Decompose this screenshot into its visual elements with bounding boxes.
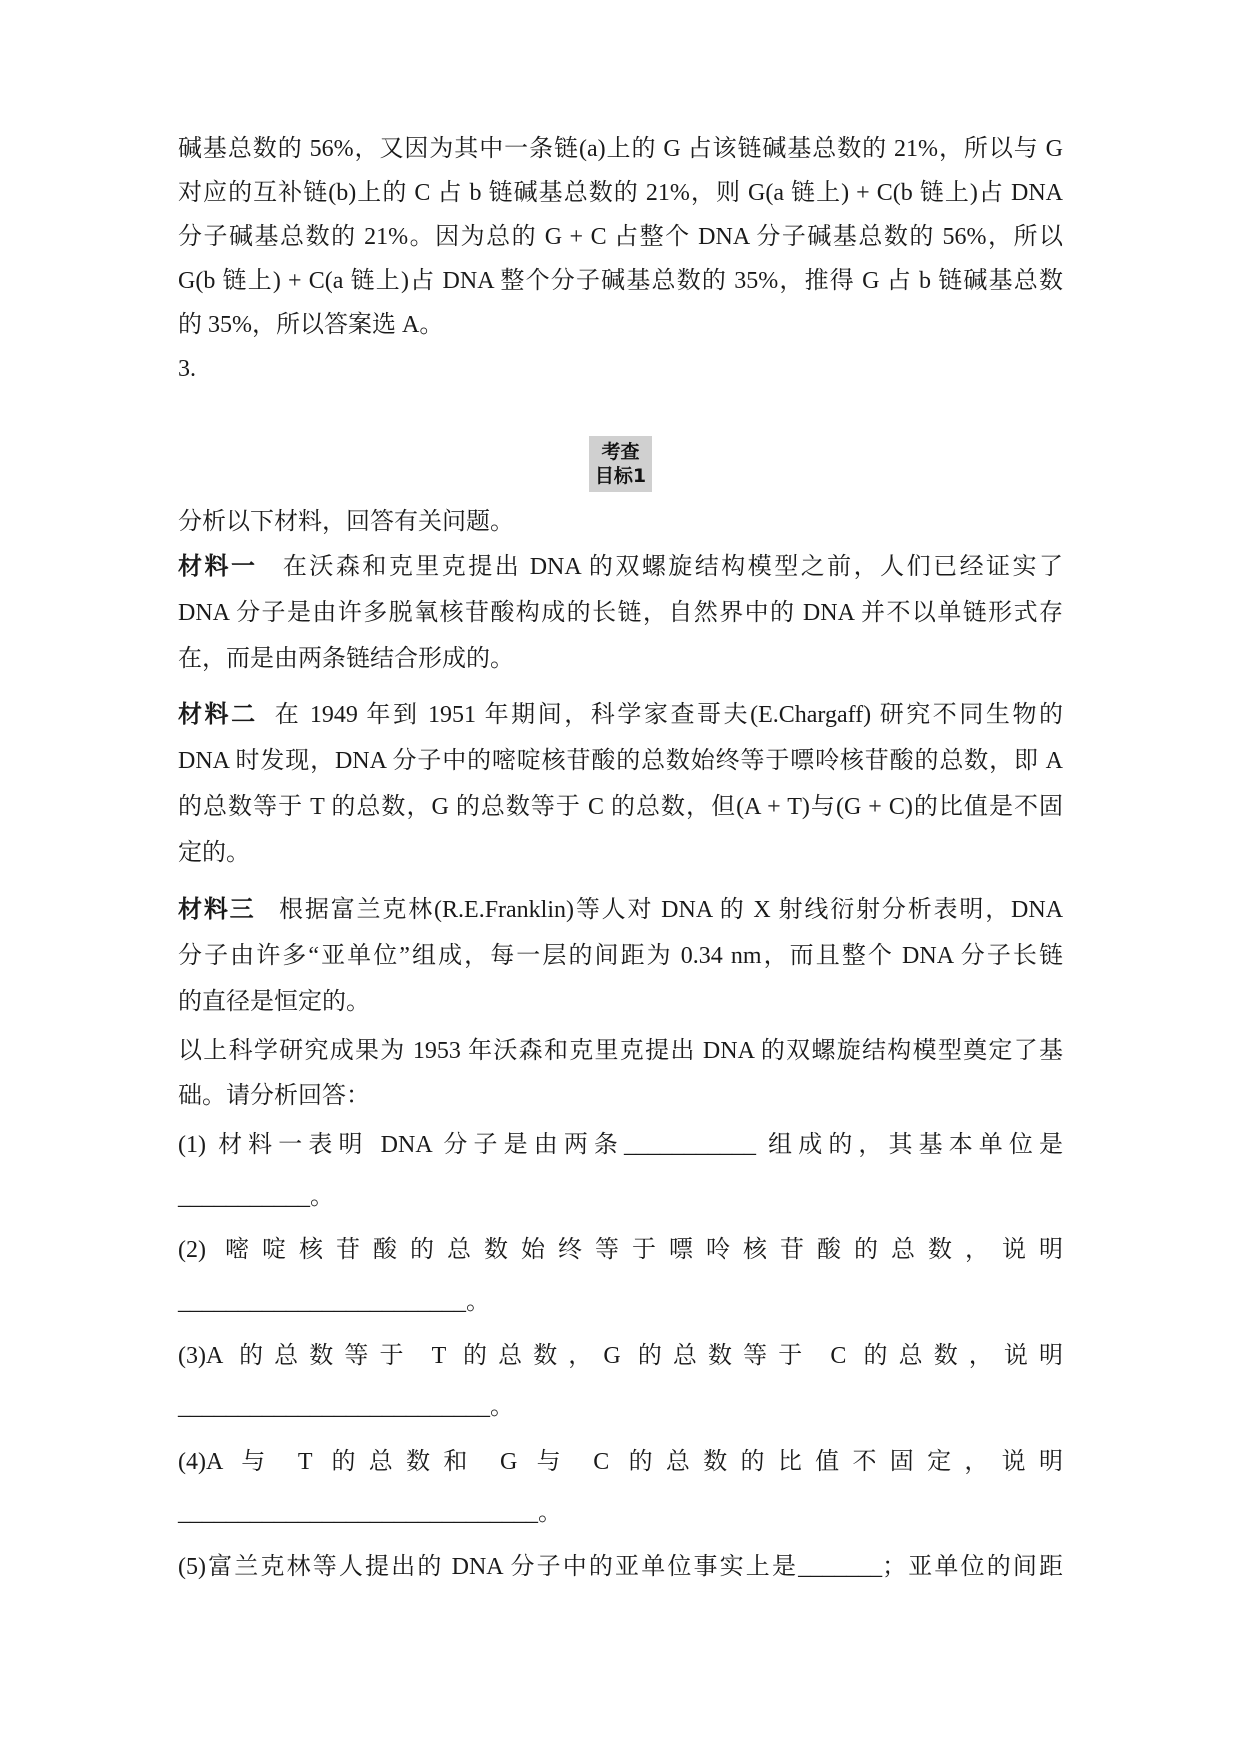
question-1-blank: ___________。: [178, 1184, 334, 1210]
target-tag: [589, 436, 652, 492]
summary-line: 础。请分析回答：: [178, 1083, 370, 1109]
target-tag-line2: 目标1: [594, 465, 647, 487]
material2-line: DNA 时发现，DNA 分子中的嘧啶核苷酸的总数始终等于嘌呤核苷酸的总数，即 A: [178, 748, 1063, 774]
intro-line: G(b 链上) + C(a 链上)占 DNA 整个分子碱基总数的 35%，推得 G 占 b 链碱基总数: [178, 268, 1063, 294]
intro-line: 碱基总数的 56%，又因为其中一条链(a)上的 G 占该链碱基总数的 21%，所以与 G: [178, 136, 1063, 162]
material1-line: 材料一 在沃森和克里克提出 DNA 的双螺旋结构模型之前，人们已经证实了: [178, 554, 1064, 580]
summary-line: 以上科学研究成果为 1953 年沃森和克里克提出 DNA 的双螺旋结构模型奠定了基: [178, 1038, 1063, 1064]
intro-line: 分子碱基总数的 21%。因为总的 G + C 占整个 DNA 分子碱基总数的 56%，所以: [178, 224, 1063, 250]
question-2-blank: ________________________。: [178, 1289, 490, 1315]
question-4-blank: ______________________________。: [178, 1500, 562, 1526]
material1-line: 在，而是由两条链结合形成的。: [178, 646, 514, 672]
question-number: 3.: [178, 356, 196, 382]
material2-label: 材料二: [178, 702, 258, 728]
material2-line: 的总数等于 T 的总数，G 的总数等于 C 的总数，但(A + T)与(G + C)的比值是不固: [178, 794, 1063, 820]
material1-line: DNA 分子是由许多脱氧核苷酸构成的长链，自然界中的 DNA 并不以单链形式存: [178, 600, 1063, 626]
question-3: (3)A 的总数等于 T 的总数，G 的总数等于 C 的总数，说明: [178, 1343, 1063, 1369]
target-tag-line1: 考查: [601, 441, 640, 463]
material1-label: 材料一: [178, 554, 258, 580]
material3-line: 材料三 根据富兰克林(R.E.Franklin)等人对 DNA 的 X 射线衍射分析表明，DNA: [178, 897, 1064, 923]
question-prompt: 分析以下材料，回答有关问题。: [178, 509, 514, 535]
question-4: (4)A 与 T 的总数和 G 与 C 的总数的比值不固定，说明: [178, 1449, 1063, 1475]
intro-line: 的 35%，所以答案选 A。: [178, 312, 444, 338]
material3-line: 的直径是恒定的。: [178, 989, 370, 1015]
question-1: (1) 材料一表明 DNA 分子是由两条___________ 组成的，其基本单位是: [178, 1132, 1063, 1158]
question-5: (5)富兰克林等人提出的 DNA 分子中的亚单位事实上是_______；亚单位的间距: [178, 1554, 1063, 1580]
material3-line: 分子由许多“亚单位”组成，每一层的间距为 0.34 nm，而且整个 DNA 分子长链: [178, 943, 1063, 969]
material3-label: 材料三: [178, 897, 256, 923]
intro-line: 对应的互补链(b)上的 C 占 b 链碱基总数的 21%，则 G(a 链上) + C(b 链上)占 DNA: [178, 180, 1063, 206]
question-2: (2) 嘧啶核苷酸的总数始终等于嘌呤核苷酸的总数，说明: [178, 1237, 1063, 1263]
material2-line: 材料二 在 1949 年到 1951 年期间，科学家查哥夫(E.Chargaff) 研究不同生物的: [178, 702, 1064, 728]
question-3-blank: __________________________。: [178, 1394, 514, 1420]
material2-line: 定的。: [178, 840, 250, 866]
